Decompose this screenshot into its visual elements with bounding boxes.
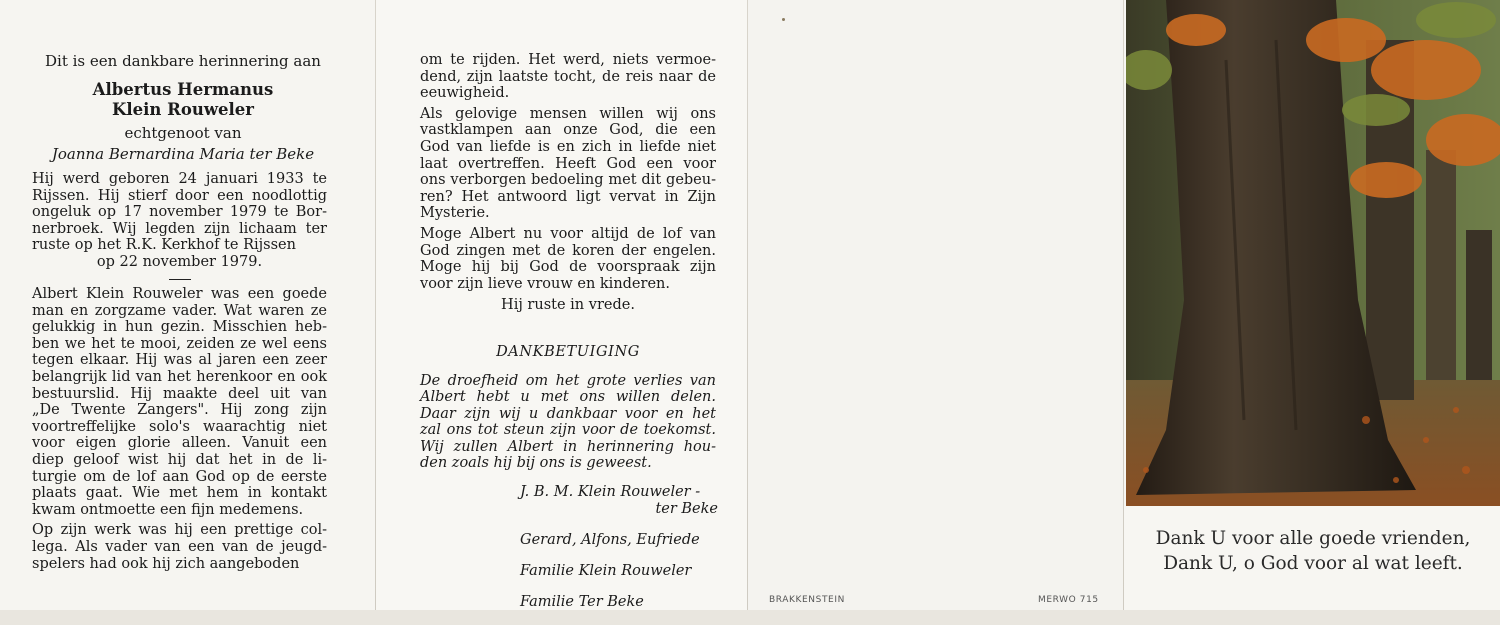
bio-paragraph (32, 286, 327, 518)
text-line: voortreffelijke solo's waarachtig niet (32, 418, 327, 435)
section-divider (169, 279, 191, 281)
work-paragraph (32, 522, 327, 572)
text-line: nerbroek. Wij legden zijn lichaam ter (32, 220, 327, 237)
deceased-name-line2: Klein Rouweler (112, 100, 254, 119)
text-line: bestuurslid. Hij maakte deel uit van (32, 385, 327, 402)
birth-paragraph-last: op 22 november 1979. (96, 253, 263, 270)
text-line: man en zorgzame vader. Wat waren ze (32, 302, 327, 319)
spouse-intro: echtgenoot van (124, 124, 242, 142)
thanks-heading: DANKBETUIGING (496, 343, 640, 360)
prayer-paragraph (420, 226, 716, 292)
text-line: den zoals hij bij ons is geweest. (420, 455, 652, 472)
print-code-label: MERWO 715 (1038, 595, 1099, 605)
text-line: Gerard, Alfons, Eufriede (520, 531, 700, 548)
caption-line: Dank U, o God voor al wat leeft. (1163, 553, 1463, 574)
text-line: ons verborgen bedoeling met dit gebeu- (420, 172, 716, 189)
birth-paragraph (32, 171, 327, 254)
text-line: De droefheid om het grote verlies van (420, 372, 716, 389)
text-line: ongeluk op 17 november 1979 te Bor- (32, 204, 327, 221)
publisher-label: BRAKKENSTEIN (769, 595, 845, 605)
text-line: tegen elkaar. Hij was al jaren een zeer (32, 352, 327, 369)
intro-block (28, 52, 338, 163)
text-line: voor eigen glorie alleen. Vanuit een (32, 435, 327, 452)
text-line: Wij zullen Albert in herinnering hou- (420, 438, 716, 455)
text-line: vastklampen aan onze God, die een (420, 122, 716, 139)
card-panel-left (0, 0, 376, 610)
text-line: om te rijden. Het werd, niets vermoe- (420, 52, 716, 68)
photo-caption (1126, 526, 1500, 576)
text-line: lega. Als vader van een van de jeugd- (32, 538, 327, 555)
thanks-paragraph (420, 373, 716, 473)
deceased-name-line1: Albertus Hermanus (92, 80, 274, 99)
text-line: Moge hij bij God de voorspraak zijn (420, 259, 716, 276)
signature-line: J. B. M. Klein Rouweler - (520, 484, 701, 501)
text-line: kwam ontmoette een fijn medemens. (32, 501, 304, 518)
text-line: plaats gaat. Wie met hem in kontakt (32, 485, 327, 502)
text-line: Albert hebt u met ons willen delen. (420, 389, 716, 406)
text-line: Als gelovige mensen willen wij ons (420, 105, 716, 122)
text-line: God zingen met de koren der engelen. (420, 242, 716, 259)
biography-column (32, 171, 327, 572)
text-line: gelukkig in hun gezin. Misschien heb- (32, 319, 327, 336)
signature-block (520, 484, 718, 610)
text-line: God van liefde is en zich in liefde niet (420, 138, 716, 155)
text-line: Mysterie. (420, 205, 490, 222)
text-line: turgie om de lof aan God op de eerste (32, 468, 327, 485)
text-line: „De Twente Zangers". Hij zong zijn (32, 402, 327, 419)
text-line: belangrijk lid van het herenkoor en ook (32, 369, 327, 386)
text-line: Op zijn werk was hij een prettige col- (32, 522, 327, 539)
text-line: Hij werd geboren 24 januari 1933 te (32, 171, 327, 187)
text-line: diep geloof wist hij dat het in de li- (32, 452, 327, 468)
rest-in-peace-line: Hij ruste in vrede. (501, 297, 635, 314)
text-line: Familie Klein Rouweler (520, 562, 692, 579)
text-line: ren? Het antwoord ligt vervat in Zijn (420, 188, 716, 205)
text-line: Albert Klein Rouweler was een goede (32, 286, 327, 303)
paper-speck (782, 18, 785, 21)
spouse-name: Joanna Bernardina Maria ter Beke (51, 145, 315, 163)
text-line: zal ons tot steun zijn voor de toekomst. (420, 422, 716, 439)
text-line: laat overtreffen. Heeft God een voor (420, 155, 716, 172)
signature-list (520, 532, 718, 611)
text-line: ben we het te mooi, zeiden ze wel eens (32, 335, 327, 352)
continuation-paragraph (420, 52, 716, 102)
card-panel-blank (748, 0, 1124, 610)
text-line: Familie Ter Beke (520, 593, 644, 610)
continuation-column (420, 52, 716, 625)
signature-line: ter Beke (655, 500, 718, 517)
text-line: Daar zijn wij u dankbaar voor en het (420, 405, 716, 422)
faith-paragraph (420, 106, 716, 222)
text-line: eeuwigheid. (420, 85, 510, 102)
caption-line: Dank U voor alle goede vrienden, (1155, 528, 1471, 549)
text-line: dend, zijn laatste tocht, de reis naar de (420, 68, 716, 85)
text-line: ruste op het R.K. Kerkhof te Rijssen (32, 237, 296, 254)
text-line: Rijssen. Hij stierf door een noodlottig (32, 187, 327, 204)
text-line: Moge Albert nu voor altijd de lof van (420, 225, 716, 242)
card-panel-middle (376, 0, 748, 610)
intro-line: Dit is een dankbare herinnering aan (45, 52, 321, 70)
text-line: voor zijn lieve vrouw en kinderen. (420, 275, 670, 292)
text-line: spelers had ook hij zich aangeboden (32, 555, 300, 572)
autumn-tree-photo (1126, 0, 1500, 506)
